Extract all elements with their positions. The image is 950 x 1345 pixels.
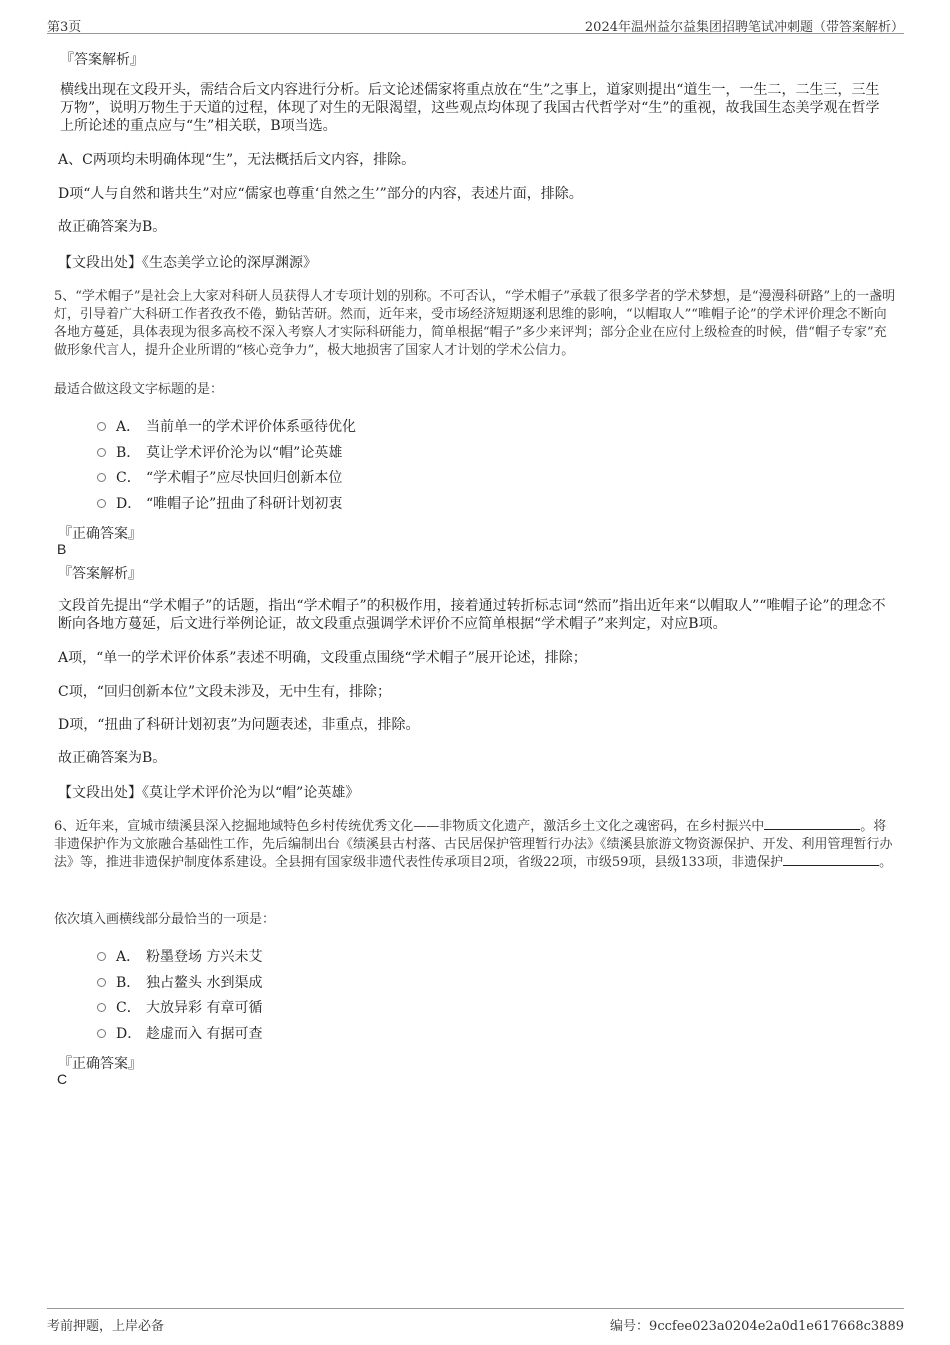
- q6-question: 依次填入画横线部分最恰当的一项是：: [54, 912, 276, 927]
- q5-answer: B: [57, 541, 67, 557]
- q6-answer: C: [57, 1071, 68, 1087]
- document-code: 编号：9ccfee023a0204e2a0d1e617668c3889: [610, 1319, 904, 1334]
- q5-analysis-tag: 『答案解析』: [58, 566, 142, 582]
- fill-blank-2: [783, 854, 879, 866]
- radio-icon[interactable]: [97, 422, 106, 431]
- q6-stem: 6、近年来，宣城市绩溪县深入挖掘地域特色乡村传统优秀文化——非物质文化遗产，激活乡土文化之魂密码，在乡村振兴中 。将非遗保护作为文旅融合基础性工作，先后编制出台《绩溪县古村落、古民居保护管理暂行办法》《绩溪县旅游文物资源保护、开发、利用管理暂行办法》等，推进非遗保护制度体系建设。全县拥有国家级非遗代表性传承项目2项，省级22项，市级59项，县级133项，非遗保护 。: [54, 819, 893, 870]
- document-title: 2024年温州益尔益集团招聘笔试冲刺题（带答案解析）: [584, 20, 904, 35]
- q4-analysis-p3: D项“人与自然和谐共生”对应“儒家也尊重‘自然之生’”部分的内容，表述片面，排除。: [58, 186, 583, 202]
- q6-option-c[interactable]: C． 大放异彩 有章可循: [97, 997, 262, 1017]
- q5-option-b[interactable]: B． 莫让学术评价沦为以“帽”论英雄: [97, 442, 342, 462]
- q5-source: 【文段出处】《莫让学术评价沦为以“帽”论英雄》: [58, 785, 360, 801]
- q6-correct-tag: 『正确答案』: [58, 1056, 142, 1072]
- radio-icon[interactable]: [97, 978, 106, 987]
- q5-analysis-p5: 故正确答案为B。: [58, 750, 167, 766]
- q6-option-b[interactable]: B． 独占鳌头 水到渠成: [97, 972, 262, 992]
- radio-icon[interactable]: [97, 1029, 106, 1038]
- q5-option-d[interactable]: D． “唯帽子论”扭曲了科研计划初衷: [97, 493, 342, 513]
- q5-analysis-p1: 文段首先提出“学术帽子”的话题，指出“学术帽子”的积极作用，接着通过转折标志词“然而”指出近年来“以帽取人”“唯帽子论”的理念不断向各地方蔓延，后文进行举例论证，故文段重点强调学术评价不应简单根据“学术帽子”来判定，对应B项。: [58, 598, 886, 632]
- q5-analysis-p2: A项，“单一的学术评价体系”表述不明确，文段重点围绕“学术帽子”展开论述，排除；: [58, 650, 587, 666]
- q4-analysis-p1: 横线出现在文段开头，需结合后文内容进行分析。后文论述儒家将重点放在“生”之事上，道家则提出“道生一，一生二，二生三，三生万物”，说明万物生于天道的过程，体现了对生的无限渴望，这些观点均体现了我国古代哲学对“生”的重视，故我国生态美学观在哲学上所论述的重点应与“生”相关联，B项当选。: [60, 82, 880, 134]
- q5-analysis-p3: C项，“回归创新本位”文段未涉及，无中生有，排除；: [58, 684, 392, 700]
- q4-analysis-p4: 故正确答案为B。: [58, 219, 167, 235]
- q5-question: 最适合做这段文字标题的是：: [54, 382, 224, 397]
- radio-icon[interactable]: [97, 499, 106, 508]
- q5-option-c[interactable]: C． “学术帽子”应尽快回归创新本位: [97, 467, 342, 487]
- q6-option-a[interactable]: A． 粉墨登场 方兴未艾: [97, 946, 262, 966]
- q5-correct-tag: 『正确答案』: [58, 526, 142, 542]
- radio-icon[interactable]: [97, 1003, 106, 1012]
- page-header: [47, 14, 904, 34]
- q4-source: 【文段出处】《生态美学立论的深厚渊源》: [58, 255, 317, 271]
- radio-icon[interactable]: [97, 448, 106, 457]
- page-number: 第3页: [47, 20, 82, 35]
- footer-slogan: 考前押题，上岸必备: [47, 1319, 165, 1334]
- radio-icon[interactable]: [97, 952, 106, 961]
- q5-stem: 5、“学术帽子”是社会上大家对科研人员获得人才专项计划的别称。不可否认，“学术帽子”承载了很多学者的学术梦想，是“漫漫科研路”上的一盏明灯，引导着广大科研工作者孜孜不倦，勤钻苦研。然而，近年来，受市场经济短期逐利思维的影响，“以帽取人”“唯帽子论”的学术评价理念不断向各地方蔓延，具体表现为很多高校不深入考察人才实际科研能力，简单根据“帽子”多少来评判；部分企业在应付上级检查的时候，借“帽子专家”充做形象代言人，提升企业所谓的“核心竞争力”，极大地损害了国家人才计划的学术公信力。: [54, 289, 896, 358]
- q4-analysis-tag: 『答案解析』: [60, 52, 144, 68]
- radio-icon[interactable]: [97, 473, 106, 482]
- q5-option-a[interactable]: A． 当前单一的学术评价体系亟待优化: [97, 416, 356, 436]
- q6-option-d[interactable]: D． 趁虚而入 有据可查: [97, 1023, 262, 1043]
- q5-analysis-p4: D项，“扭曲了科研计划初衷”为问题表述，非重点，排除。: [58, 717, 420, 733]
- fill-blank-1: [764, 818, 860, 830]
- page-footer: [47, 1308, 904, 1332]
- q4-analysis-p2: A、C两项均未明确体现“生”，无法概括后文内容，排除。: [58, 152, 416, 168]
